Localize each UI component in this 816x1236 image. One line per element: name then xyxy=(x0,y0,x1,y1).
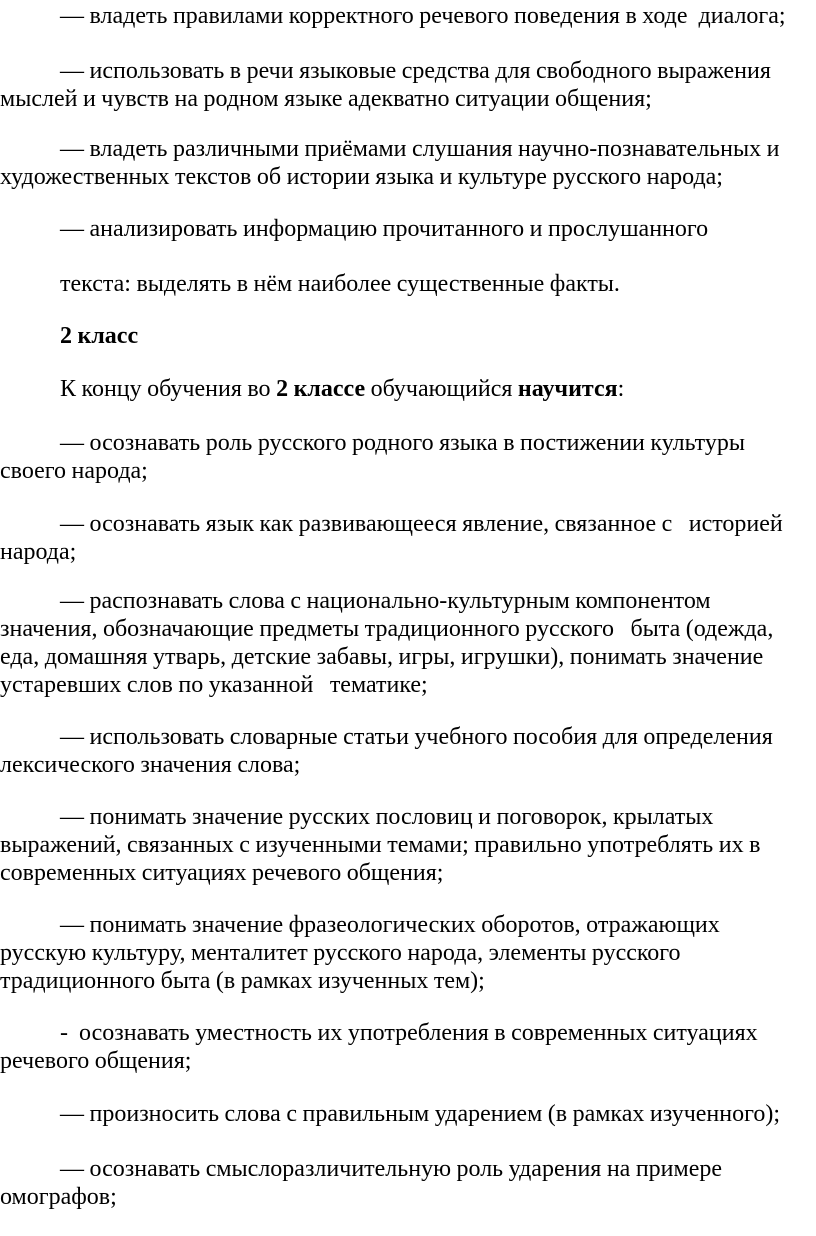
text-line: — понимать значение русских пословиц и поговорок, крылатых xyxy=(60,804,714,830)
list-item xyxy=(0,1155,812,1211)
paragraph-text-facts xyxy=(0,270,812,298)
text-line: мыслей и чувств на родном языке адекватно ситуации общения; xyxy=(0,86,652,112)
heading-text: 2 класс xyxy=(60,323,139,349)
text-line: своего народа; xyxy=(0,458,148,484)
text-line: — осознавать роль русского родного языка в постижении культуры xyxy=(60,430,745,456)
list-item xyxy=(0,587,812,699)
paragraph-listening-methods xyxy=(0,135,812,191)
text-line: народа; xyxy=(0,539,77,565)
text-line: — понимать значение фразеологических оборотов, отражающих xyxy=(60,912,720,938)
list-item xyxy=(0,1019,812,1075)
list-item xyxy=(0,1100,812,1128)
text-line: выражений, связанных с изученными темами; правильно употреблять их в xyxy=(0,832,761,858)
list-item xyxy=(0,911,812,995)
intro-text: К концу обучения во xyxy=(60,376,277,402)
list-item xyxy=(0,429,812,485)
text-line: речевого общения; xyxy=(0,1048,192,1074)
text-line: — использовать словарные статьи учебного пособия для определения xyxy=(60,724,773,750)
text-line: традиционного быта (в рамках изученных тем); xyxy=(0,968,485,994)
text-line: — произносить слова с правильным ударением (в рамках изученного); xyxy=(60,1101,781,1127)
intro-bold-learn: научится xyxy=(517,376,618,402)
intro-text: : xyxy=(617,376,625,402)
list-item xyxy=(0,510,812,566)
text-line: значения, обозначающие предметы традиционного русского быта (одежда, xyxy=(0,616,774,642)
text-line: текста: выделять в нём наиболее существенные факты. xyxy=(60,271,620,297)
paragraph-language-means xyxy=(0,57,812,113)
text-line: — владеть различными приёмами слушания научно-познавательных и xyxy=(60,136,780,162)
text-line: современных ситуациях речевого общения; xyxy=(0,860,444,886)
text-line: — анализировать информацию прочитанного и прослушанного xyxy=(60,216,709,242)
text-line: омографов; xyxy=(0,1184,117,1210)
text-line: лексического значения слова; xyxy=(0,752,301,778)
list-item xyxy=(0,723,812,779)
text-line: — использовать в речи языковые средства для свободного выражения xyxy=(60,58,771,84)
text-line: еда, домашняя утварь, детские забавы, игры, игрушки), понимать значение xyxy=(0,644,764,670)
text-line: — распознавать слова с национально-культурным компонентом xyxy=(60,588,711,614)
text-line: художественных текстов об истории языка и культуре русского народа; xyxy=(0,164,723,190)
text-line: — осознавать язык как развивающееся явление, связанное с историей xyxy=(60,511,783,537)
text-line: устаревших слов по указанной тематике; xyxy=(0,672,428,698)
list-item xyxy=(0,803,812,887)
text-line: — владеть правилами корректного речевого поведения в ходе диалога; xyxy=(60,3,786,29)
text-line: - осознавать уместность их употребления в современных ситуациях xyxy=(60,1020,758,1046)
text-line: — осознавать смыслоразличительную роль ударения на примере xyxy=(60,1156,723,1182)
paragraph-dialog-behavior xyxy=(0,2,812,30)
paragraph-analyze-info xyxy=(0,215,812,243)
section-heading xyxy=(0,322,812,350)
intro-paragraph xyxy=(0,375,812,403)
text-line: русскую культуру, менталитет русского народа, элементы русского xyxy=(0,940,681,966)
intro-bold-grade: 2 классе xyxy=(276,376,366,402)
intro-text: обучающийся xyxy=(365,376,518,402)
